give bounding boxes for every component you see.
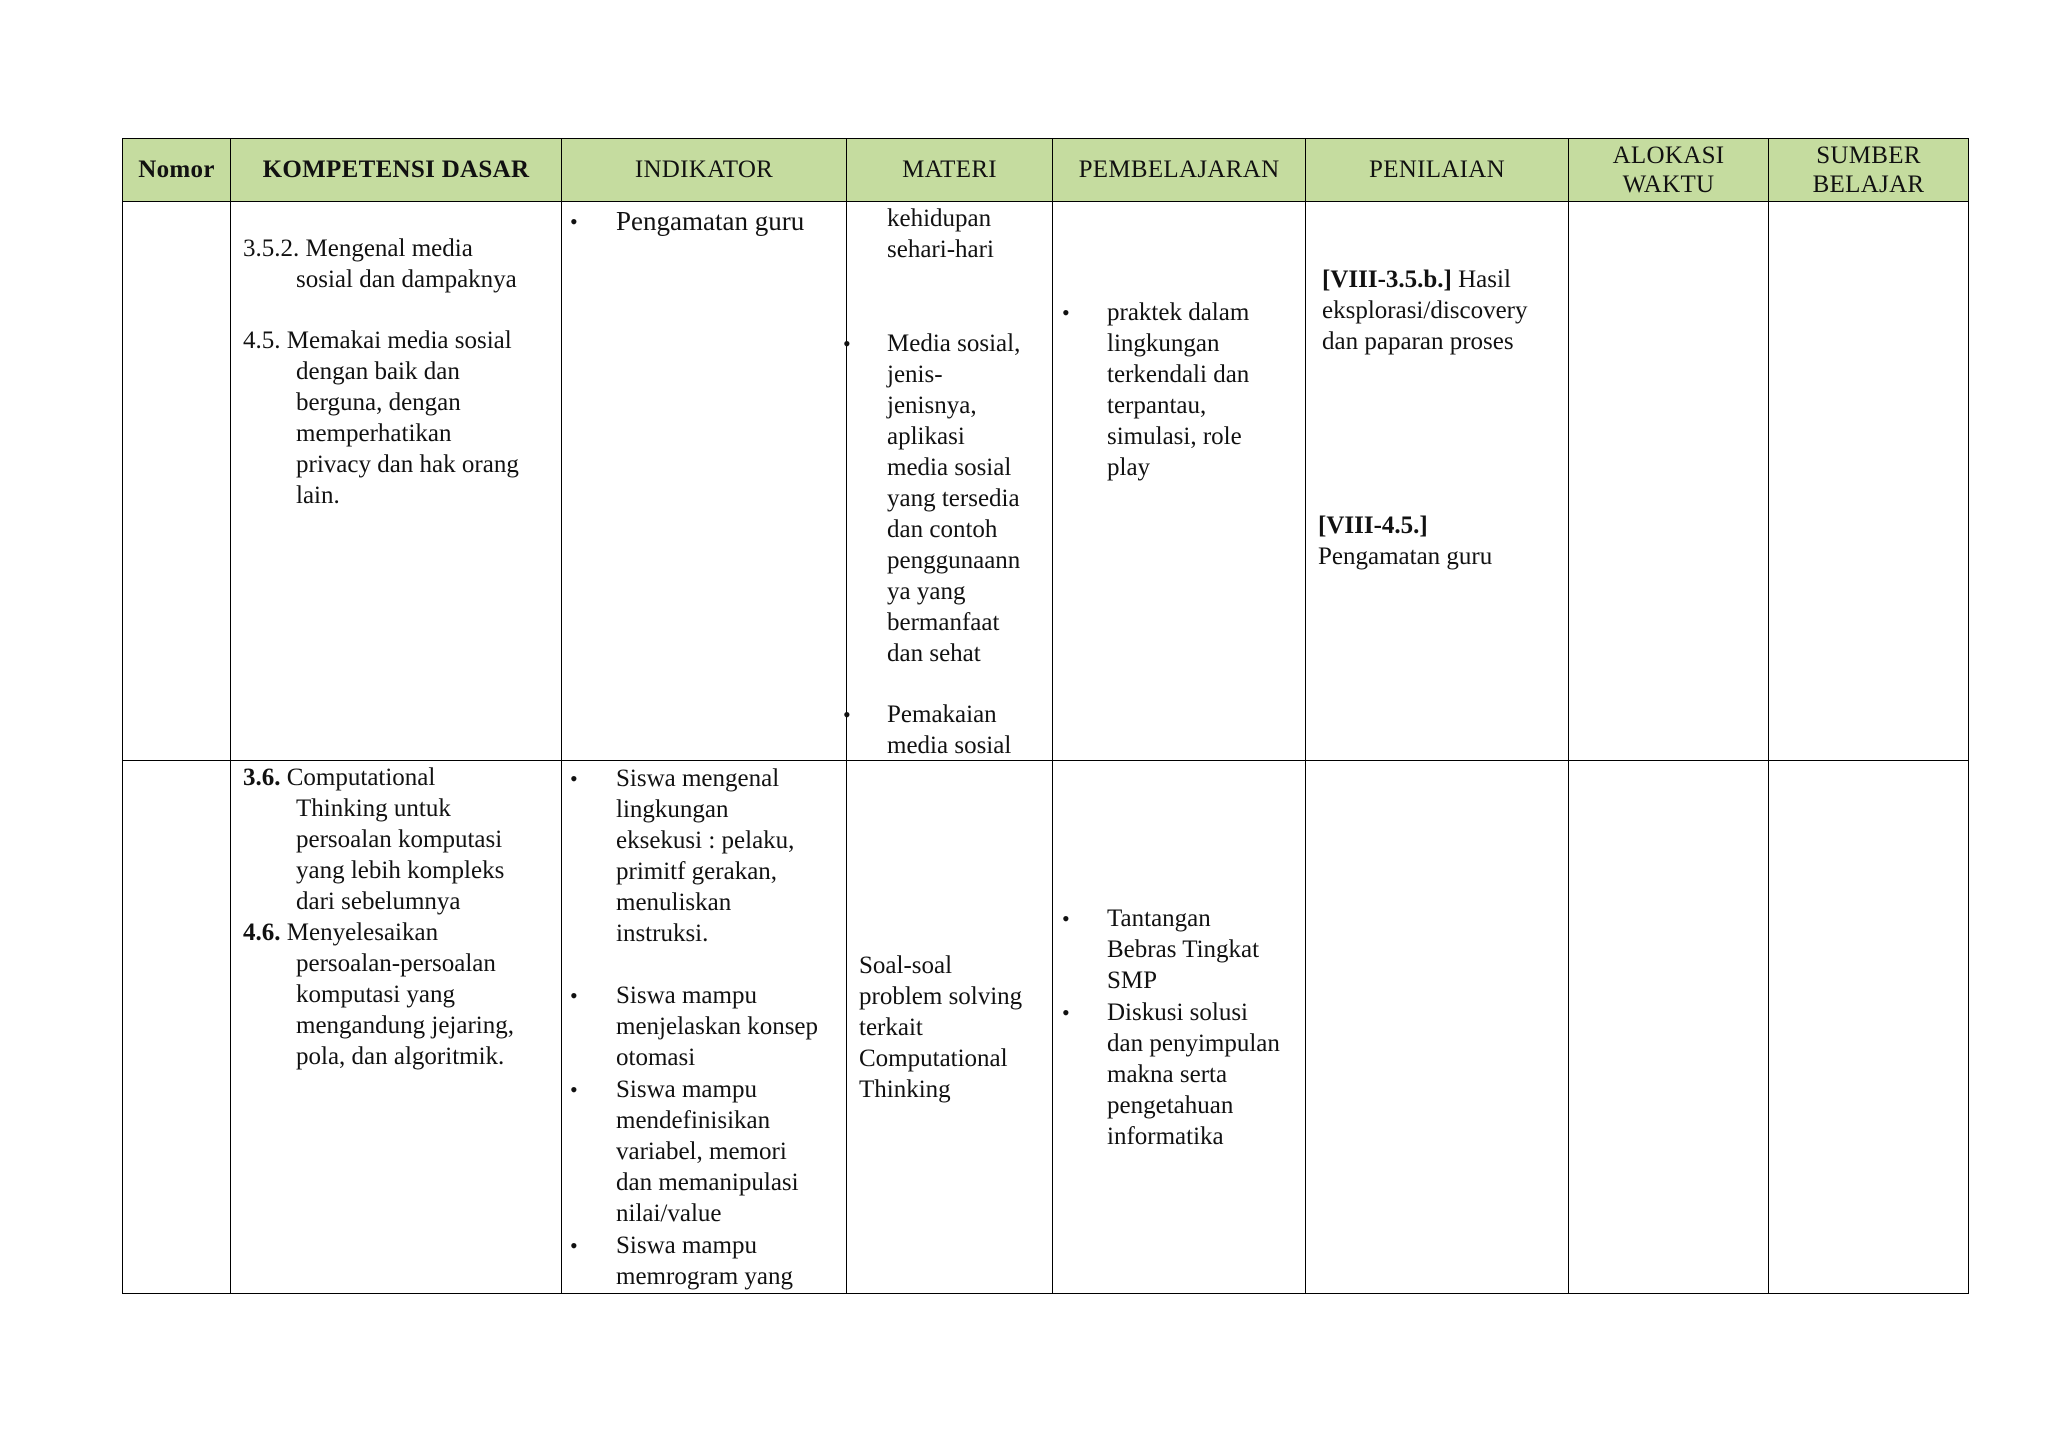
bullet-icon: • [843,702,851,727]
kd-4-5-line: privacy dan hak orang [296,451,519,478]
header-nomor: Nomor [122,138,231,202]
row2-cell-alokasi [1568,760,1769,1294]
kd-3-5-2-line: 3.5.2. Mengenal media [243,235,473,262]
materi-line: problem solving [859,983,1023,1010]
penilaian-line: eksplorasi/discovery [1322,297,1528,324]
pembelajaran-line: makna serta [1107,1061,1228,1088]
indikator-line: nilai/value [616,1200,722,1227]
pembelajaran-line: play [1107,454,1151,481]
materi-line: Computational [859,1045,1008,1072]
indikator-line: dan memanipulasi [616,1169,799,1196]
kd-3-6-line: 3.6. Computational [243,764,436,791]
materi-line: media sosial [887,732,1012,759]
indikator-line: memrogram yang [616,1263,794,1290]
indikator-line: variabel, memori [616,1138,787,1165]
kd-4-5-line: memperhatikan [296,420,452,447]
kd-4-5-line: berguna, dengan [296,389,461,416]
penilaian-code: [VIII-4.5.] [1318,512,1428,539]
indikator-line: otomasi [616,1044,696,1071]
bullet-icon: • [570,1077,578,1102]
kd-4-6-line: komputasi yang [296,981,456,1008]
header-pembelajaran: PEMBELAJARAN [1052,138,1306,202]
pembelajaran-line: pengetahuan [1107,1092,1234,1119]
kd-3-6-line: yang lebih kompleks [296,857,505,884]
indikator-line: primitf gerakan, [616,858,778,885]
kd-4-6-line: 4.6. Menyelesaikan [243,919,439,946]
materi-line: aplikasi [887,423,965,450]
pembelajaran-line: informatika [1107,1123,1224,1150]
kd-4-6-line: pola, dan algoritmik. [296,1043,505,1070]
indikator-line: mendefinisikan [616,1107,771,1134]
header-kompetensi-dasar: KOMPETENSI DASAR [230,138,562,202]
materi-line: terkait [859,1014,923,1041]
kd-3-6-line: dari sebelumnya [296,888,461,915]
materi-line: Soal-soal [859,952,953,979]
bullet-icon: • [1062,300,1070,325]
row1-cell-sumber [1768,201,1969,761]
indikator-line: Siswa mampu [616,982,757,1009]
penilaian-code: [VIII-3.5.b.] Hasil [1322,266,1511,293]
indikator-line: instruksi. [616,920,709,947]
row2-cell-penilaian [1305,760,1569,1294]
materi-line: ya yang [887,578,966,605]
pembelajaran-line: SMP [1107,967,1158,994]
bullet-icon: • [1062,1000,1070,1025]
materi-line: Thinking [859,1076,951,1103]
bullet-icon: • [843,331,851,356]
indikator-line: lingkungan [616,796,729,823]
pembelajaran-line: Diskusi solusi [1107,999,1249,1026]
materi-line: bermanfaat [887,609,1000,636]
indikator-item: Pengamatan guru [616,206,805,236]
indikator-line: Siswa mampu [616,1076,757,1103]
materi-line: dan sehat [887,640,981,667]
materi-line: jenis- [887,361,943,388]
indikator-line: eksekusi : pelaku, [616,827,795,854]
header-materi: MATERI [846,138,1053,202]
indikator-line: Siswa mampu [616,1232,757,1259]
bullet-icon: • [570,983,578,1008]
pembelajaran-line: dan penyimpulan [1107,1030,1280,1057]
materi-line: jenisnya, [887,392,977,419]
pembelajaran-line: Bebras Tingkat [1107,936,1260,963]
kd-4-5-line: lain. [296,482,340,509]
materi-line: media sosial [887,454,1012,481]
materi-line: sehari-hari [887,236,994,263]
penilaian-line: Pengamatan guru [1318,543,1493,570]
pembelajaran-line: lingkungan [1107,330,1220,357]
header-sumber-belajar: SUMBER BELAJAR [1768,138,1969,202]
indikator-line: Siswa mengenal [616,765,780,792]
kd-4-6-line: persoalan-persoalan [296,950,496,977]
materi-line: Pemakaian [887,701,997,728]
header-indikator: INDIKATOR [561,138,847,202]
penilaian-line: dan paparan proses [1322,328,1514,355]
header-penilaian: PENILAIAN [1305,138,1569,202]
pembelajaran-line: Tantangan [1107,905,1211,932]
kd-3-6-line: Thinking untuk [296,795,451,822]
materi-line: yang tersedia [887,485,1020,512]
row1-cell-indikator [561,201,847,761]
bullet-icon: • [570,766,578,791]
materi-line: Media sosial, [887,330,1021,357]
indikator-line: menjelaskan konsep [616,1013,819,1040]
kd-4-5-line: 4.5. Memakai media sosial [243,327,512,354]
kd-3-6-line: persoalan komputasi [296,826,503,853]
materi-line: dan contoh [887,516,998,543]
bullet-icon: • [570,209,578,234]
bullet-icon: • [1062,906,1070,931]
row1-cell-pembelajaran [1052,201,1306,761]
pembelajaran-line: praktek dalam [1107,299,1250,326]
bullet-icon: • [570,1233,578,1258]
row1-cell-alokasi [1568,201,1769,761]
pembelajaran-line: terkendali dan [1107,361,1250,388]
materi-line: penggunaann [887,547,1021,574]
kd-3-5-2-line: sosial dan dampaknya [296,266,517,293]
pembelajaran-line: terpantau, [1107,392,1207,419]
indikator-line: menuliskan [616,889,732,916]
header-alokasi-waktu: ALOKASI WAKTU [1568,138,1769,202]
kd-4-5-line: dengan baik dan [296,358,460,385]
row2-cell-sumber [1768,760,1969,1294]
kd-4-6-line: mengandung jejaring, [296,1012,514,1039]
materi-line: kehidupan [887,205,992,232]
row2-cell-nomor [122,760,231,1294]
row1-cell-nomor [122,201,231,761]
pembelajaran-line: simulasi, role [1107,423,1242,450]
